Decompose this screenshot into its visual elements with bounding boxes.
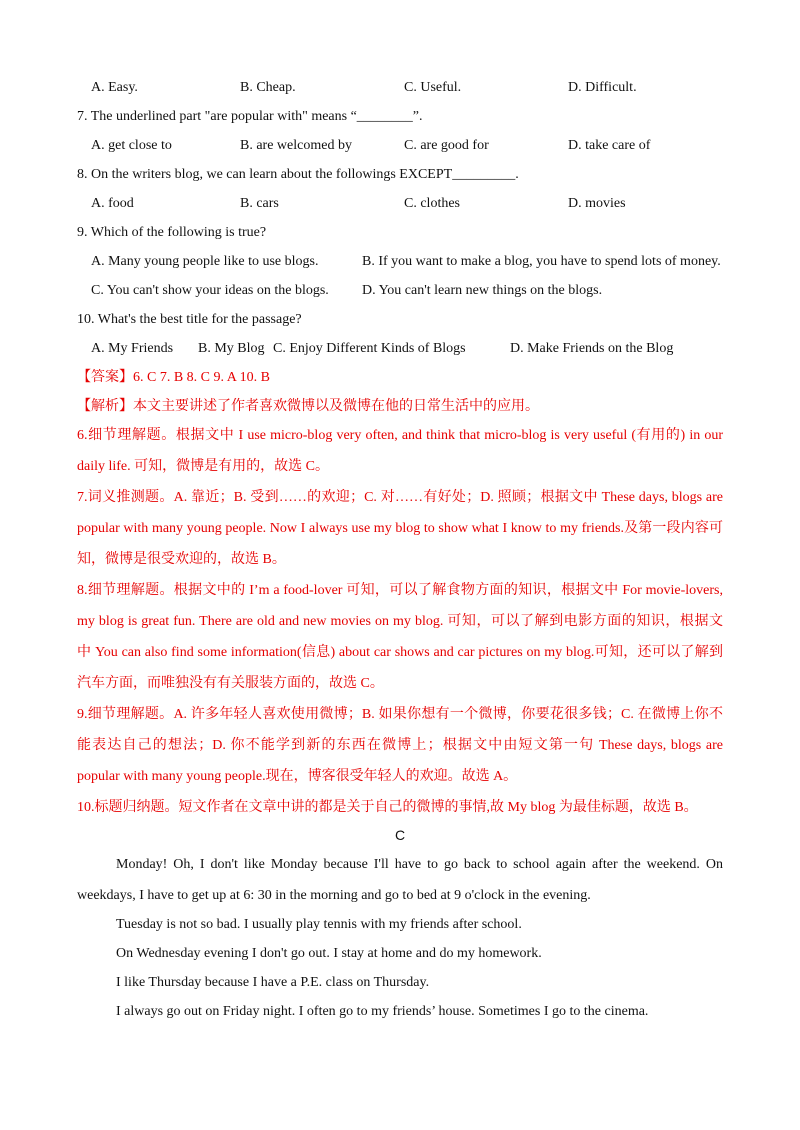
analysis-line: my blog is great fun. There are old and new movies on my blog. 可知，可以了解到电影方面的知识，根据文 (77, 614, 723, 629)
q10-option-b: B. My Blog (198, 341, 265, 356)
section-heading: C (394, 827, 406, 843)
passage-line: I like Thursday because I have a P.E. class on Thursday. (116, 975, 430, 990)
analysis-line: 能表达自己的想法；D. 你不能学到新的东西在微博上；根据文中由短文第一句 These days, blogs are (77, 738, 723, 753)
analysis-intro: 【解析】本文主要讲述了作者喜欢微博以及微博在他的日常生活中的应用。 (77, 399, 539, 414)
q9-option-b: B. If you want to make a blog, you have to spend lots of money. (362, 254, 721, 269)
passage-line: On Wednesday evening I don't go out. I stay at home and do my homework. (116, 946, 542, 961)
q8-option-a: A. food (91, 196, 134, 211)
analysis-line: daily life. 可知，微博是有用的，故选 C。 (77, 459, 329, 474)
q8-option-b: B. cars (240, 196, 279, 211)
analysis-line: 10.标题归纳题。短文作者在文章中讲的都是关于自己的微博的事情,故 My blog 为最佳标题，故选 B。 (77, 800, 698, 815)
q7-option-a: A. get close to (91, 138, 172, 153)
q6-option-c: C. Useful. (404, 80, 462, 95)
q7-option-b: B. are welcomed by (240, 138, 352, 153)
analysis-line: popular with many young people.现在，博客很受年轻人的欢迎。故选 A。 (77, 769, 518, 784)
q7-stem: 7. The underlined part "are popular with" means “________”. (77, 109, 423, 124)
q7-option-d: D. take care of (568, 138, 651, 153)
analysis-line: 6.细节理解题。根据文中 I use micro-blog very often, and think that micro-blog is very useful (有用的) in our (77, 428, 723, 443)
q10-option-c: C. Enjoy Different Kinds of Blogs (273, 341, 466, 356)
q9-option-c: C. You can't show your ideas on the blogs. (91, 283, 329, 298)
answer-key: 【答案】6. C 7. B 8. C 9. A 10. B (77, 370, 270, 385)
q10-option-d: D. Make Friends on the Blog (510, 341, 674, 356)
q9-stem: 9. Which of the following is true? (77, 225, 267, 240)
analysis-line: 7.词义推测题。A. 靠近；B. 受到……的欢迎；C. 对……有好处；D. 照顾；根据文中 These days, blogs are (77, 490, 723, 505)
q7-option-c: C. are good for (404, 138, 489, 153)
q10-stem: 10. What's the best title for the passage? (77, 312, 302, 327)
analysis-line: 8.细节理解题。根据文中的 I’m a food-lover 可知，可以了解食物方面的知识，根据文中 For movie-lovers, (77, 583, 723, 598)
q9-option-a: A. Many young people like to use blogs. (91, 254, 319, 269)
q8-option-d: D. movies (568, 196, 626, 211)
q6-option-a: A. Easy. (91, 80, 138, 95)
analysis-line: 知，微博是很受欢迎的，故选 B。 (77, 552, 286, 567)
analysis-line: 汽车方面，而唯独没有有关服装方面的，故选 C。 (77, 676, 384, 691)
q8-stem: 8. On the writers blog, we can learn about the followings EXCEPT_________. (77, 167, 519, 182)
passage-line: weekdays, I have to get up at 6: 30 in the morning and go to bed at 9 o'clock in the evening. (77, 888, 591, 903)
q8-option-c: C. clothes (404, 196, 460, 211)
passage-line: Tuesday is not so bad. I usually play tennis with my friends after school. (116, 917, 522, 932)
q9-option-d: D. You can't learn new things on the blogs. (362, 283, 603, 298)
q10-option-a: A. My Friends (91, 341, 174, 356)
passage-line: Monday! Oh, I don't like Monday because I'll have to go back to school again after the weekend. On (116, 857, 723, 872)
passage-line: I always go out on Friday night. I often go to my friends’ house. Sometimes I go to the cinema. (116, 1004, 649, 1019)
analysis-line: 中 You can also find some information(信息) about car shows and car pictures on my blog.可知，还可以了解到 (77, 645, 723, 660)
analysis-line: popular with many young people. Now I always use my blog to show what I know to my friends.及第一段内容可 (77, 521, 723, 536)
q6-option-d: D. Difficult. (568, 80, 637, 95)
q6-option-b: B. Cheap. (240, 80, 296, 95)
analysis-line: 9.细节理解题。A. 许多年轻人喜欢使用微博；B. 如果你想有一个微博，你要花很多钱；C. 在微博上你不 (77, 707, 723, 722)
